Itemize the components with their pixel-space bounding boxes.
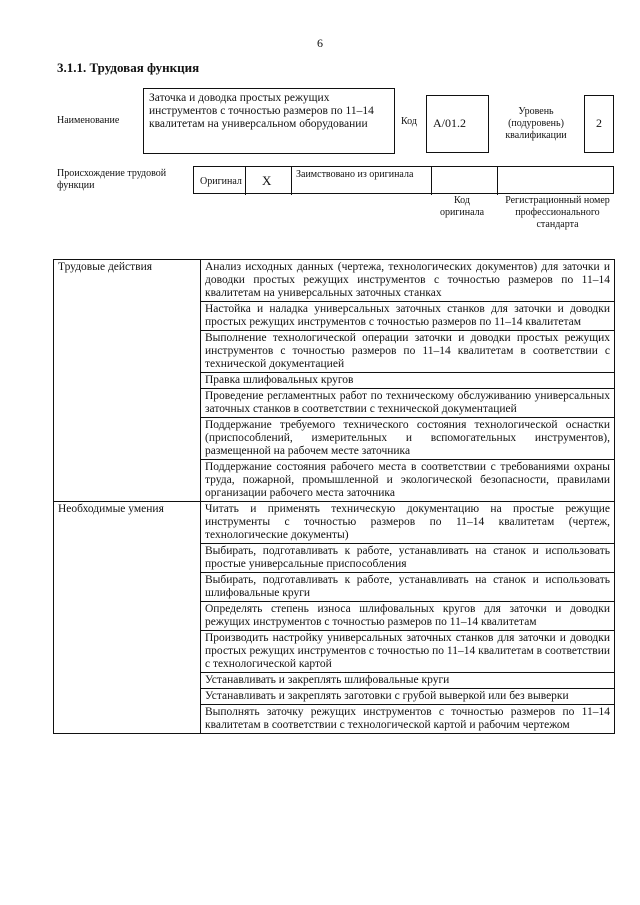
section-label: Необходимые умения — [54, 502, 201, 734]
naimenovanie-label: Наименование — [57, 115, 120, 126]
original-mark: X — [262, 173, 272, 188]
level-value: 2 — [584, 95, 614, 153]
section-label: Трудовые действия — [54, 260, 201, 502]
section-item: Читать и применять техническую документацию на простые режущие инструменты с точностью размеров по 11–14 квалитетам (чертеж, технологические документы) — [201, 502, 615, 544]
section-item: Проведение регламентных работ по техническому обслуживанию универсальных заточных станков в соответствии с технической документацией — [201, 389, 615, 418]
original-label: Оригинал — [200, 176, 242, 187]
table-row — [54, 502, 615, 544]
section-item: Выбирать, подготавливать к работе, устанавливать на станок и использовать шлифовальные круги — [201, 573, 615, 602]
section-item: Поддержание требуемого технического состояния технологической оснастки (приспособлений, измерительных и вспомогательных инструментов), размещенной на рабочем месте заточника — [201, 418, 615, 460]
naimenovanie-value: Заточка и доводка простых режущих инструментов с точностью размеров по 11–14 квалитетам на универсальном оборудовании — [143, 88, 395, 154]
section-heading: 3.1.1. Трудовая функция — [57, 60, 200, 75]
section-item: Настойка и наладка универсальных заточных станков для заточки и доводки простых режущих инструментов с точностью размеров по 11–14 квалитетам — [201, 302, 615, 331]
section-item: Устанавливать и закреплять заготовки с грубой выверкой или без выверки — [201, 689, 615, 705]
empty-cell — [432, 167, 498, 195]
section-item: Выполнение технологической операции заточки и доводки простых режущих инструментов с точностью размеров по 11–14 квалитетам в соответствии с технической документацией — [201, 331, 615, 373]
section-item: Выбирать, подготавливать к работе, устанавливать на станок и использовать простые универсальные приспособления — [201, 544, 615, 573]
origin-label: Происхождение трудовой функции — [57, 168, 167, 191]
borrowed-label: Заимствовано из оригинала — [296, 169, 414, 180]
empty-cell — [498, 167, 615, 195]
section-item: Выполнять заточку режущих инструментов с точностью размеров по 11–14 квалитетам в соответствии с технологической картой и рабочим чертежом — [201, 705, 615, 734]
section-item: Анализ исходных данных (чертежа, технологических документов) для заточки и доводки простых режущих инструментов с точностью размеров по 11–14 квалитетам на универсальных заточных станках — [201, 260, 615, 302]
section-item: Поддержание состояния рабочего места в соответствии с требованиями охраны труда, пожарной, промышленной и экологической безопасности, правилами организации рабочего места заточника — [201, 460, 615, 502]
section-item: Производить настройку универсальных заточных станков для заточки и доводки простых режущих инструментов с точностью по 11–14 квалитетам в соответствии с технологической картой — [201, 631, 615, 673]
page-number: 6 — [317, 36, 323, 50]
origin-row — [193, 166, 614, 194]
kod-value: A/01.2 — [426, 95, 489, 153]
kod-originala: Код оригинала — [439, 195, 485, 218]
borrowed-cell — [292, 167, 432, 195]
original-mark-cell — [246, 167, 292, 195]
level-label: Уровень (подуровень) квалификации — [505, 106, 567, 141]
function-table — [53, 259, 615, 734]
section-item: Правка шлифовальных кругов — [201, 373, 615, 389]
section-item: Определять степень износа шлифовальных кругов для заточки и доводки режущих инструментов с точностью размеров по 11–14 квалитетам — [201, 602, 615, 631]
registration-number-label: Регистрационный номер профессионального стандарта — [505, 195, 610, 230]
kod-label: Код — [401, 116, 417, 127]
table-row — [54, 260, 615, 302]
section-item: Устанавливать и закреплять шлифовальные круги — [201, 673, 615, 689]
original-cell — [194, 167, 246, 195]
